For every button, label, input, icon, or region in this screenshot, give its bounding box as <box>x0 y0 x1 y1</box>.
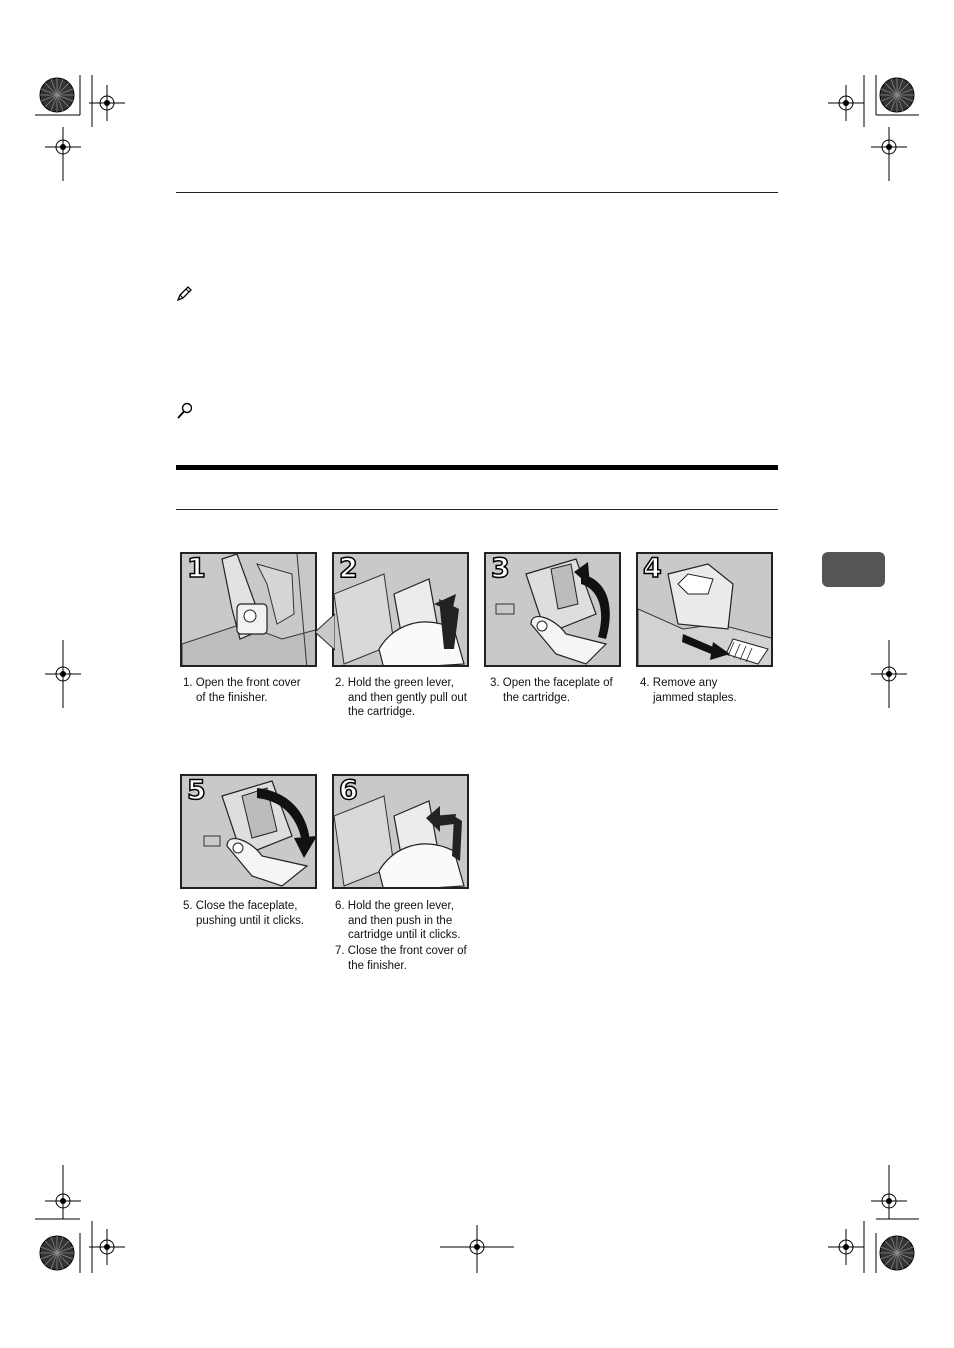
step-3-illustration <box>484 552 621 667</box>
step-number: 5 <box>187 775 206 806</box>
section-rule-top <box>176 465 778 470</box>
step-1-illustration <box>180 552 317 667</box>
callout-connector <box>315 612 335 652</box>
section-rule-bottom <box>176 509 778 510</box>
step-1-caption: 1. Open the front cover of the finisher. <box>183 677 301 704</box>
chapter-tab <box>822 552 885 587</box>
step-number: 3 <box>491 553 510 584</box>
step-2-illustration <box>332 552 469 667</box>
step-number: 2 <box>339 553 358 584</box>
step-number: 6 <box>339 775 358 806</box>
step-number: 4 <box>643 553 662 584</box>
magnifier-reference-icon <box>176 402 194 420</box>
step-4-caption: 4. Remove any jammed staples. <box>640 677 737 704</box>
step-6-caption: 6. Hold the green lever, and then push in the cartridge until it clicks. <box>335 900 461 941</box>
step-5-illustration <box>180 774 317 889</box>
pencil-note-icon <box>175 285 193 303</box>
step-2-caption: 2. Hold the green lever, and then gently pull out the cartridge. <box>335 677 467 718</box>
step-4-illustration <box>636 552 773 667</box>
header-rule <box>176 192 778 193</box>
step-7-caption: 7. Close the front cover of the finisher. <box>335 945 467 972</box>
step-3-caption: 3. Open the faceplate of the cartridge. <box>490 677 613 704</box>
step-6-illustration <box>332 774 469 889</box>
step-5-caption: 5. Close the faceplate, pushing until it clicks. <box>183 900 305 927</box>
step-number: 1 <box>187 553 206 584</box>
